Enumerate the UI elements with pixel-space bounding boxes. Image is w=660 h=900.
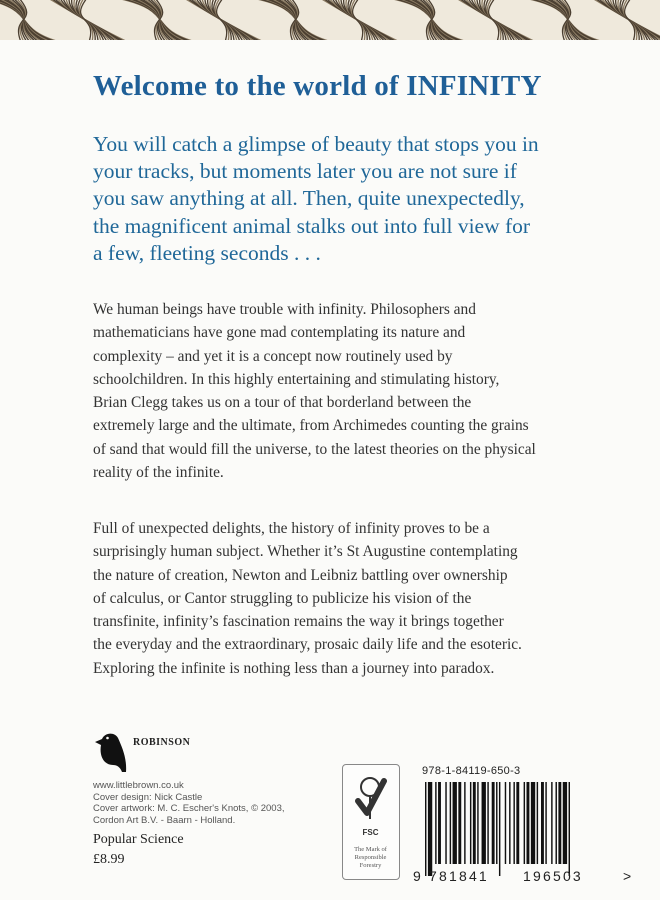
paragraph-line: extremely large and the ultimate, from Archimedes counting the grains bbox=[93, 417, 529, 435]
barcode-bar bbox=[541, 782, 544, 864]
lede-line: you saw anything at all. Then, quite unexpectedly, bbox=[93, 186, 525, 211]
barcode-bar bbox=[527, 782, 530, 864]
barcode-bar bbox=[438, 782, 441, 864]
description-paragraph-2 bbox=[93, 517, 653, 680]
paragraph-line: surprisingly human subject. Whether it’s St Augustine contemplating bbox=[93, 543, 518, 561]
paragraph-line: We human beings have trouble with infinity. Philosophers and bbox=[93, 301, 476, 318]
barcode-bar bbox=[477, 782, 478, 864]
barcode-end-mark: > bbox=[623, 868, 632, 884]
fsc-badge bbox=[342, 764, 400, 880]
lede-line: a few, fleeting seconds . . . bbox=[93, 240, 321, 265]
artwork-copyright-credit: Cordon Art B.V. - Baarn - Holland. bbox=[93, 814, 236, 826]
headline: Welcome to the world of INFINITY bbox=[93, 70, 542, 102]
barcode-bar bbox=[473, 782, 476, 864]
paragraph-line: reality of the infinite. bbox=[93, 464, 224, 482]
lede-line: the magnificent animal stalks out into full view for bbox=[93, 213, 531, 238]
paragraph-line: of calculus, or Cantor struggling to publicize his vision of the bbox=[93, 589, 472, 607]
fsc-label: FSC bbox=[362, 828, 379, 837]
barcode-bar bbox=[499, 782, 500, 876]
barcode-bar bbox=[482, 782, 486, 864]
barcode-bar bbox=[558, 782, 561, 864]
paragraph-line: transfinite, infinity’s fascination remains the way it brings together bbox=[93, 613, 504, 631]
barcode-digits-left: 781841 bbox=[429, 868, 489, 884]
isbn-barcode bbox=[411, 781, 637, 884]
description-paragraph-1 bbox=[93, 298, 653, 484]
price: £8.99 bbox=[93, 852, 125, 867]
fsc-mark-text: The Mark of Responsible Forestry bbox=[354, 846, 387, 869]
lede-line: your tracks, but moments later you are not sure if bbox=[93, 159, 517, 184]
bird-logo-icon bbox=[93, 725, 193, 775]
barcode-bar bbox=[569, 782, 570, 876]
barcode-bar bbox=[464, 782, 465, 864]
barcode-bar bbox=[556, 782, 557, 864]
paragraph-line: the nature of creation, Newton and Leibniz battling over ownership bbox=[93, 566, 508, 584]
cover-art-banner bbox=[0, 0, 660, 40]
fsc-tree-check-icon bbox=[343, 767, 398, 827]
barcode-bar bbox=[505, 782, 506, 864]
paragraph-line: Full of unexpected delights, the history of infinity proves to be a bbox=[93, 520, 490, 537]
lede-line: You will catch a glimpse of beauty that stops you in bbox=[93, 132, 539, 156]
paragraph-line: mathematicians have gone mad contemplating its nature and bbox=[93, 324, 466, 342]
barcode-bar bbox=[531, 782, 535, 864]
isbn-number: 978-1-84119-650-3 bbox=[422, 765, 521, 777]
paragraph-line: the everyday and the extraordinary, prosaic daily life and the esoteric. bbox=[93, 636, 522, 654]
cover-artwork-credit: Cover artwork: M. C. Escher's Knots, © 2003, bbox=[93, 803, 285, 814]
barcode-bar bbox=[450, 782, 451, 864]
barcode-bar bbox=[435, 782, 436, 864]
barcode-bar bbox=[516, 782, 519, 864]
barcode-bar bbox=[563, 782, 567, 864]
barcode-bar bbox=[509, 782, 510, 864]
barcode-digit-prefix: 9 bbox=[413, 868, 421, 884]
barcode-bar bbox=[513, 782, 514, 864]
book-category: Popular Science bbox=[93, 832, 184, 847]
barcode-bar bbox=[445, 782, 446, 864]
paragraph-line: complexity – and yet it is a concept now routinely used by bbox=[93, 347, 453, 365]
barcode-bar bbox=[537, 782, 538, 864]
barcode-bar bbox=[487, 782, 488, 864]
barcode-bar bbox=[453, 782, 457, 864]
barcode-bar bbox=[496, 782, 497, 864]
paragraph-line: Brian Clegg takes us on a tour of that borderland between the bbox=[93, 394, 472, 412]
barcode-bar bbox=[428, 782, 432, 876]
barcode-bar bbox=[551, 782, 552, 864]
escher-knots-banner-image bbox=[0, 0, 660, 40]
barcode-digits-right: 196503 bbox=[523, 868, 583, 884]
paragraph-line: of sand that would fill the universe, to the latest theories on the physical bbox=[93, 440, 536, 458]
barcode-bar bbox=[458, 782, 461, 864]
lede-paragraph bbox=[93, 131, 633, 267]
paragraph-line: Exploring the infinite is nothing less than a journey into paradox. bbox=[93, 659, 495, 677]
barcode-bar bbox=[524, 782, 525, 864]
barcode-bar bbox=[492, 782, 495, 864]
barcode-bar bbox=[470, 782, 471, 864]
barcode-bar bbox=[425, 782, 426, 876]
publisher-name: ROBINSON bbox=[133, 737, 191, 748]
paragraph-line: schoolchildren. In this highly entertaining and stimulating history, bbox=[93, 370, 500, 388]
cover-credits bbox=[93, 780, 285, 826]
publisher-website: www.littlebrown.co.uk bbox=[93, 780, 184, 791]
barcode-bar bbox=[545, 782, 546, 864]
cover-design-credit: Cover design: Nick Castle bbox=[93, 791, 203, 803]
